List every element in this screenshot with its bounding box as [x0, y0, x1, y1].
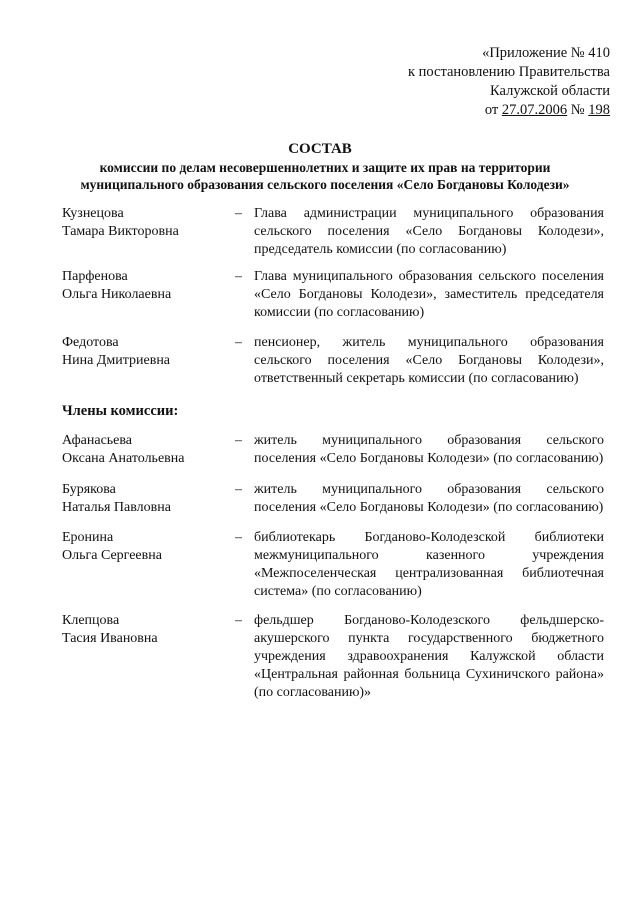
person-name: [62, 481, 232, 517]
surname: Кузнецова: [62, 206, 124, 221]
surname: Бурякова: [62, 482, 116, 497]
given-names: Оксана Анатольевна: [62, 451, 185, 466]
role-description: библиотекарь Богданово-Колодезской библиотеки межмуниципального казенного учреждения «Межпоселенческая централизованная библиотечная система» (по согласованию): [254, 530, 604, 599]
dash-separator: –: [235, 206, 242, 221]
document-title: СОСТАВ: [288, 141, 352, 157]
appendix-number: «Приложение № 410: [482, 45, 610, 61]
person-name: [62, 529, 232, 565]
subtitle-line-1: комиссии по делам несовершеннолетних и защите их прав на территории: [99, 160, 551, 175]
document-subtitle: [60, 159, 590, 193]
given-names: Наталья Павловна: [62, 500, 171, 515]
dash-separator: –: [235, 530, 242, 545]
subtitle-line-2: муниципального образования сельского поселения «Село Богдановы Колодези»: [80, 177, 570, 192]
appendix-date-line: [408, 101, 610, 120]
dash-separator: –: [235, 335, 242, 350]
resolution-number: 198: [588, 102, 610, 118]
date-prefix: от: [484, 102, 502, 118]
appendix-reference: к постановлению Правительства: [408, 64, 610, 80]
surname: Клепцова: [62, 613, 120, 628]
person-name: [62, 432, 232, 468]
role-description: пенсионер, житель муниципального образования сельского поселения «Село Богдановы Колодези», ответственный секретарь комиссии (по согласованию): [254, 335, 604, 386]
person-name: [62, 268, 232, 304]
person-name: [62, 205, 232, 241]
given-names: Нина Дмитриевна: [62, 353, 171, 368]
dash-separator: –: [235, 433, 242, 448]
surname: Еронина: [62, 530, 114, 545]
appendix-header: [408, 44, 610, 120]
person-name: [62, 612, 232, 648]
role-description: Глава муниципального образования сельского поселения «Село Богдановы Колодези», заместитель председателя комиссии (по согласованию): [254, 269, 604, 320]
person-name: [62, 334, 232, 370]
appendix-region: Калужской области: [490, 83, 610, 99]
given-names: Тасия Ивановна: [62, 631, 158, 646]
members-heading: Члены комиссии:: [62, 403, 179, 419]
surname: Федотова: [62, 335, 119, 350]
role-description: фельдшер Богданово-Колодезского фельдшерско-акушерского пункта государственного бюджетного учреждения здравоохранения Калужской области «Центральная районная больница Сухиничского района» (по согласованию)»: [254, 613, 604, 700]
given-names: Ольга Николаевна: [62, 287, 172, 302]
dash-separator: –: [235, 482, 242, 497]
given-names: Ольга Сергеевна: [62, 548, 162, 563]
number-prefix: №: [567, 102, 589, 118]
role-description: житель муниципального образования сельского поселения «Село Богдановы Колодези» (по согласованию): [254, 433, 604, 466]
dash-separator: –: [235, 269, 242, 284]
surname: Парфенова: [62, 269, 128, 284]
given-names: Тамара Викторовна: [62, 224, 179, 239]
role-description: Глава администрации муниципального образования сельского поселения «Село Богдановы Колодези», председатель комиссии (по согласованию): [254, 206, 604, 257]
dash-separator: –: [235, 613, 242, 628]
role-description: житель муниципального образования сельского поселения «Село Богдановы Колодези» (по согласованию): [254, 482, 604, 515]
resolution-date: 27.07.2006: [501, 102, 568, 118]
surname: Афанасьева: [62, 433, 133, 448]
